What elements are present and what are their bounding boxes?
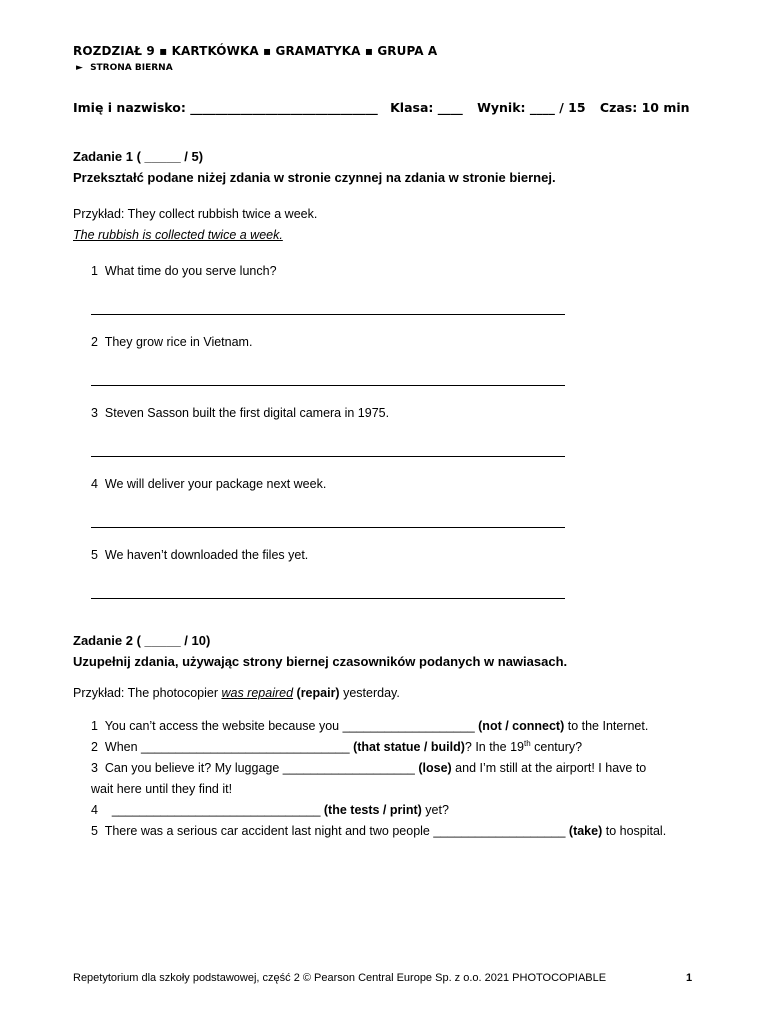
answer-line-5[interactable] [91, 598, 565, 599]
item-verb: (not / connect) [478, 719, 565, 733]
item-post2: century? [530, 740, 583, 754]
task2-instruction: Uzupełnij zdania, używając strony biernej czasowników podanych w nawiasach. [73, 654, 568, 669]
item-verb: (that statue / build) [353, 740, 465, 754]
item-pre: ______________________________ [111, 803, 324, 817]
task1-item-5 [91, 548, 308, 562]
task1-item-3 [91, 406, 389, 420]
item-number: 2 [91, 335, 98, 349]
item-number: 1 [91, 719, 98, 733]
item-verb: (the tests / print) [323, 803, 422, 817]
item-text: We haven’t downloaded the files yet. [104, 548, 309, 562]
item-pre: There was a serious car accident last night and two people ___________________ [104, 824, 569, 838]
item-post: and I’m still at the airport! I have to [451, 761, 647, 775]
example-answer: was repaired [221, 686, 294, 700]
answer-line-3[interactable] [91, 456, 565, 457]
example-prefix: Przykład: [73, 207, 128, 221]
item-number: 5 [91, 824, 98, 838]
item-number: 2 [91, 740, 98, 754]
answer-line-2[interactable] [91, 385, 565, 386]
item-sup: th [523, 738, 531, 748]
item-number: 3 [91, 406, 98, 420]
task1-instruction: Przekształć podane niżej zdania w stronie czynnej na zdania w stronie biernej. [73, 170, 556, 185]
name-field-label[interactable]: Imię i nazwisko: ______________________________ [73, 100, 378, 115]
task1-example-answer: The rubbish is collected twice a week. [73, 228, 283, 242]
item-pre: When ______________________________ [104, 740, 354, 754]
task1-item-4 [91, 477, 326, 491]
task1-item-1 [91, 264, 277, 278]
answer-line-4[interactable] [91, 527, 565, 528]
task1-title: Zadanie 1 ( _____ / 5) [73, 149, 204, 164]
page-number: 1 [686, 972, 693, 984]
item-text: Steven Sasson built the first digital camera in 1975. [104, 406, 390, 420]
item-number: 4 [91, 477, 98, 491]
task2-title: Zadanie 2 ( _____ / 10) [73, 633, 211, 648]
task2-item-3 [91, 761, 646, 775]
task2-example [73, 686, 400, 700]
item-post: to hospital. [602, 824, 667, 838]
task2-item-3-continued: wait here until they find it! [91, 782, 233, 796]
item-pre: Can you believe it? My luggage ___________________ [104, 761, 419, 775]
example-prefix: Przykład: The photocopier [73, 686, 222, 700]
item-pre: You can’t access the website because you ___________________ [104, 719, 479, 733]
example-sentence: They collect rubbish twice a week. [127, 207, 318, 221]
score-field-label[interactable]: Wynik: ____ / 15 [477, 100, 586, 115]
item-verb: (take) [568, 824, 603, 838]
class-field-label[interactable]: Klasa: ____ [390, 100, 463, 115]
item-text: They grow rice in Vietnam. [104, 335, 253, 349]
item-number: 4 [91, 803, 98, 817]
item-number: 1 [91, 264, 98, 278]
footer-copyright: Repetytorium dla szkoły podstawowej, część 2 © Pearson Central Europe Sp. z o.o. 2021 PHOTOCOPIABLE [73, 972, 607, 984]
item-number: 5 [91, 548, 98, 562]
task2-item-2 [91, 740, 582, 754]
example-suffix: yesterday. [339, 686, 400, 700]
item-verb: (lose) [418, 761, 452, 775]
item-text: What time do you serve lunch? [104, 264, 277, 278]
task2-item-5 [91, 824, 666, 838]
student-info-row [73, 100, 690, 115]
task1-item-2 [91, 335, 252, 349]
answer-line-1[interactable] [91, 314, 565, 315]
task2-item-4 [91, 803, 449, 817]
task1-example [73, 207, 317, 221]
example-verb: (repair) [296, 686, 340, 700]
task2-item-1 [91, 719, 648, 733]
subtitle-text: STRONA BIERNA [90, 63, 173, 73]
play-arrow-icon: ► [76, 63, 83, 73]
item-post: yet? [421, 803, 449, 817]
worksheet-title: ROZDZIAŁ 9 ▪ KARTKÓWKA ▪ GRAMATYKA ▪ GRUPA A [73, 44, 438, 58]
item-post: to the Internet. [564, 719, 649, 733]
item-number: 3 [91, 761, 98, 775]
subtitle-row [76, 63, 173, 73]
item-post: ? In the 19 [464, 740, 524, 754]
time-label: Czas: 10 min [599, 100, 690, 115]
item-text: We will deliver your package next week. [104, 477, 327, 491]
